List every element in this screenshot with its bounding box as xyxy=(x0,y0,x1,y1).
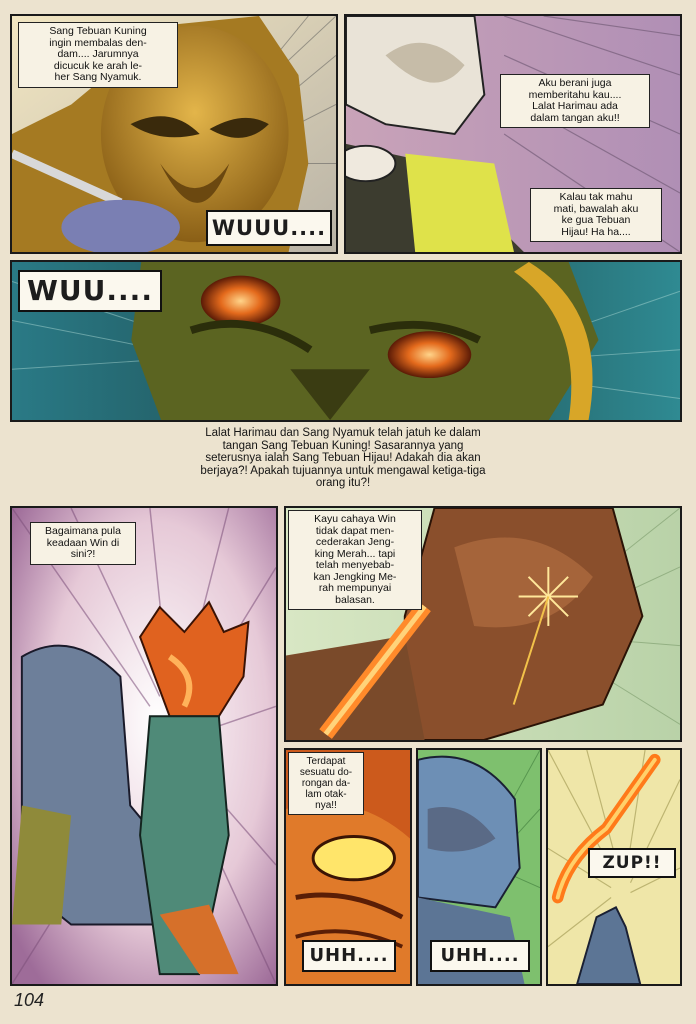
panel-2-caption-top: Aku berani juga memberitahu kau.... Lalat Harimau ada dalam tangan aku!! xyxy=(500,74,650,128)
panel-1-sfx: WUUU.... xyxy=(206,210,332,246)
panel-6-sfx: UHH.... xyxy=(302,940,396,972)
panel-4-caption: Bagaimana pula keadaan Win di sini?! xyxy=(30,522,136,565)
panel-6-caption: Terdapat sesuatu do- rongan da- lam otak- nya!! xyxy=(288,752,364,815)
panel-4-win-fight xyxy=(10,506,278,986)
panel-8-sfx: ZUP!! xyxy=(588,848,676,878)
panel-6-scorpion-eye xyxy=(284,748,412,986)
panel-2-mosquito-held xyxy=(344,14,682,254)
page-number: 104 xyxy=(14,990,45,1010)
panel-1-yellow-wasp xyxy=(10,14,338,254)
panel-3-green-wasp-closeup xyxy=(10,260,682,422)
panel-5-red-scorpion xyxy=(284,506,682,742)
narration-text: Lalat Harimau dan Sang Nyamuk telah jatuh ke dalam tangan Sang Tebuan Kuning! Sasarannya yang seterusnya ialah Sang Tebuan Hijau! Adakah dia akan berjaya?! Apakah tujuannya untuk mengawal ketiga-tiga orang itu?! xyxy=(200,427,486,489)
win-battle-illustration xyxy=(12,508,276,984)
panel-7-sfx: UHH.... xyxy=(430,940,530,972)
panel-3-sfx: WUU.... xyxy=(18,270,162,312)
panel-7-blue-creature xyxy=(416,748,542,986)
panel-2-caption-bottom: Kalau tak mahu mati, bawalah aku ke gua Tebuan Hijau! Ha ha.... xyxy=(530,188,662,242)
panel-1-caption: Sang Tebuan Kuning ingin membalas den- dam.... Jarumnya dicucuk ke arah le- her Sang Nyamuk. xyxy=(18,22,178,88)
panel-5-caption: Kayu cahaya Win tidak dapat men- cederakan Jeng- king Merah... tapi telah menyebab- kan Jengking Me- rah mempunyai balasan. xyxy=(288,510,422,610)
panel-8-light-stick xyxy=(546,748,682,986)
